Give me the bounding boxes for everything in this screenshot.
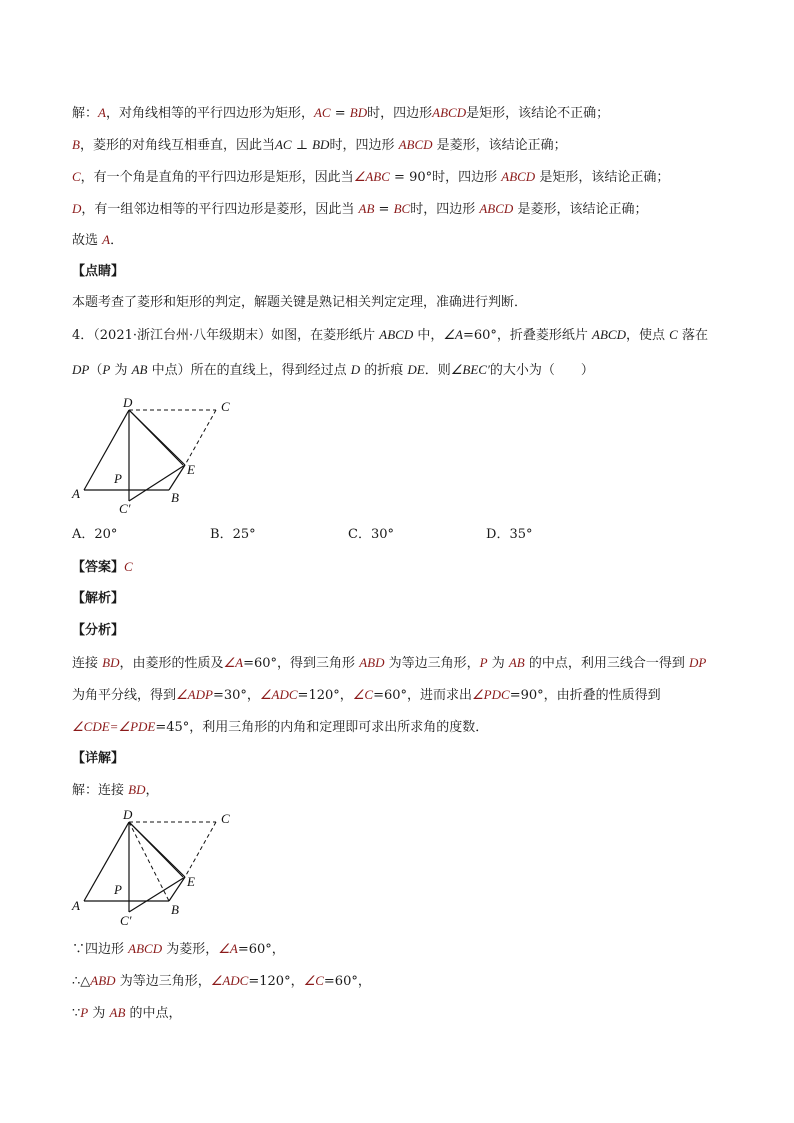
label-B: B (171, 902, 179, 917)
label-A: A (72, 486, 80, 501)
option-c[interactable]: C．30° (348, 527, 394, 542)
label-C: C (221, 399, 230, 414)
option-b[interactable]: B．25° (210, 527, 256, 542)
option-a[interactable]: A．20° (72, 527, 118, 542)
solution-line-a: 解：A，对角线相等的平行四边形为矩形，AC = BD时，四边形ABCD是矩形，该结论不正确； (72, 105, 610, 121)
heading-dianjing: 【点睛】 (72, 264, 125, 279)
dianjing-text: 本题考查了菱形和矩形的判定，解题关键是熟记相关判定定理，准确进行判断． (72, 295, 528, 310)
label-E: E (187, 874, 195, 889)
label-D: D (123, 808, 133, 822)
step-line-1: ∵四边形 ABCD 为菱形，∠A=60°， (72, 941, 285, 957)
label-P: P (114, 882, 122, 897)
step-line-3: ∵P 为 AB 的中点， (72, 1005, 182, 1021)
label-C: C (221, 811, 230, 826)
analysis-line-3: ∠CDE=∠PDE=45°，利用三角形的内角和定理即可求出所求角的度数． (72, 719, 489, 735)
answer-line: 【答案】C (72, 559, 133, 575)
rhombus-figure-solution (68, 808, 248, 933)
solution-line-c: C，有一个角是直角的平行四边形是矩形，因此当∠ABC = 90°时，四边形 ABCD 是矩形，该结论正确； (72, 169, 670, 185)
solution-conclusion: 故选 A． (72, 232, 124, 248)
detail-line-1: 解：连接 BD， (72, 782, 159, 798)
question-4-line-2: DP（P 为 AB 中点）所在的直线上，得到经过点 D 的折痕 DE．则∠BEC′的大小为（ ） (72, 362, 594, 378)
step-line-2: ∴△ABD 为等边三角形，∠ADC=120°，∠C=60°， (72, 973, 371, 989)
heading-jiexi: 【解析】 (72, 591, 125, 606)
label-B: B (171, 490, 179, 505)
option-d[interactable]: D．35° (486, 527, 533, 542)
label-D: D (123, 395, 133, 410)
rhombus-figure-question (68, 392, 248, 517)
solution-line-b: B，菱形的对角线互相垂直，因此当AC ⊥ BD时，四边形 ABCD 是菱形，该结论正确； (72, 137, 567, 153)
analysis-line-1: 连接 BD，由菱形的性质及∠A=60°，得到三角形 ABD 为等边三角形，P 为 AB 的中点，利用三线合一得到 DP (72, 655, 707, 671)
solution-line-d: D，有一组邻边相等的平行四边形是菱形，因此当 AB = BC时，四边形 ABCD 是菱形，该结论正确； (72, 201, 648, 217)
label-A: A (72, 898, 80, 913)
label-P: P (114, 471, 122, 486)
label-C-prime: C′ (119, 501, 131, 516)
label-E: E (187, 462, 195, 477)
label-C-prime: C′ (120, 913, 132, 928)
question-4-line-1: 4．（2021·浙江台州·八年级期末）如图，在菱形纸片 ABCD 中，∠A=60°，折叠菱形纸片 ABCD，使点 C 落在 (72, 327, 708, 343)
heading-fenxi: 【分析】 (72, 623, 125, 638)
analysis-line-2: 为角平分线，得到∠ADP=30°，∠ADC=120°，∠C=60°，进而求出∠PDC=90°，由折叠的性质得到 (72, 687, 661, 703)
heading-xiangjie: 【详解】 (72, 751, 125, 766)
